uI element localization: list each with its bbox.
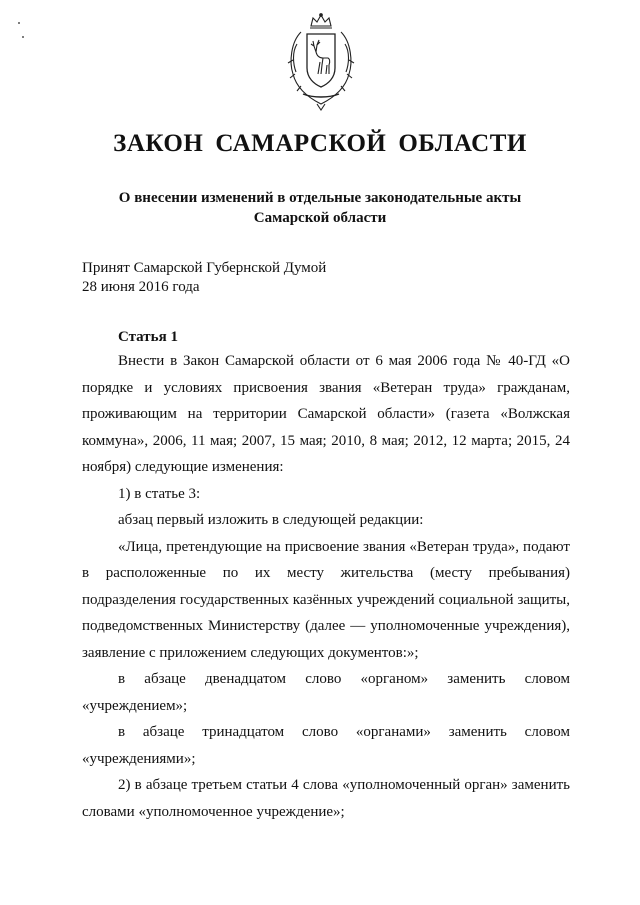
article-paragraph: «учреждениями»; xyxy=(82,750,196,767)
scan-speck xyxy=(18,22,20,24)
title-word: ОБЛАСТИ xyxy=(398,130,527,157)
article-paragraph: «Лица, претендующие на присвоение звания «Ветеран труда», подают в расположенные по их месту жительства (месту пребывания) подразделения государственных казённых учреждений социальной защиты, подведомственных Министерству (далее — уполномоченные учреждения), заявление с приложением следующих документов:»; xyxy=(82,538,570,661)
scan-speck xyxy=(22,36,24,38)
article-paragraph: «учреждением»; xyxy=(82,697,188,714)
coat-of-arms-icon xyxy=(283,12,359,112)
article-paragraph: Внести в Закон Самарской области от 6 мая 2006 года № 40-ГД «О порядке и условиях присвоения звания «Ветеран труда» гражданам, проживающим на территории Самарской области» (газета «Волжская коммуна», 2006, 11 мая; 2007, 15 мая; 2010, 8 мая; 2012, 12 марта; 2015, 24 ноября) следующие изменения: xyxy=(82,353,570,475)
article-heading: Статья 1 xyxy=(118,329,178,345)
subtitle-line: О внесении изменений в отдельные законодательные акты xyxy=(118,190,522,206)
title-word: САМАРСКОЙ xyxy=(215,130,387,157)
article-paragraph: абзац первый изложить в следующей редакции: xyxy=(118,512,424,528)
adoption-info xyxy=(82,259,502,297)
article-paragraph: в абзаце тринадцатом слово «органами» заменить словом xyxy=(118,724,570,740)
article-body xyxy=(82,348,570,825)
article-paragraph: 2) в абзаце третьем статьи 4 слова «уполномоченный орган» заменить словами «уполномоченное учреждение»; xyxy=(82,777,570,820)
subtitle-line: Самарской области xyxy=(253,210,387,226)
article-paragraph: 1) в статье 3: xyxy=(118,485,201,502)
article-paragraph: в абзаце двенадцатом слово «органом» заменить словом xyxy=(118,671,570,687)
law-title xyxy=(0,130,640,158)
adoption-body: Принят Самарской Губернской Думой xyxy=(82,260,327,276)
law-subtitle xyxy=(80,188,560,228)
title-word: ЗАКОН xyxy=(113,130,204,157)
adoption-date: 28 июня 2016 года xyxy=(82,279,200,295)
